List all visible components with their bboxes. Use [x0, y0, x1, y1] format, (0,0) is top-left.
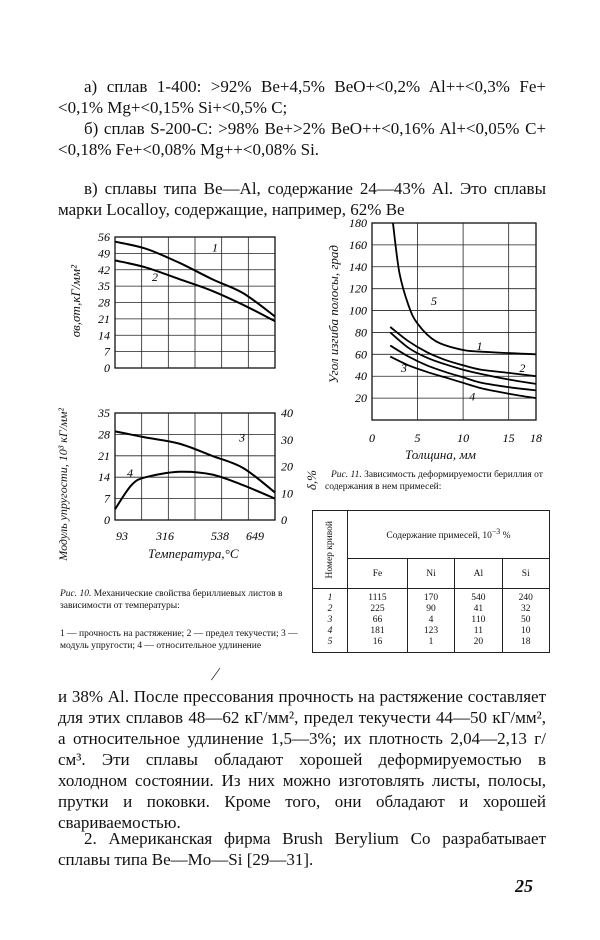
x-tick-label: 93 [116, 529, 128, 543]
table-header-exp: −3 [491, 527, 501, 537]
table-cell: 32 [521, 604, 531, 614]
table-cell: 16 [372, 637, 383, 647]
y-tick-label: 7 [104, 491, 110, 506]
y2-tick-label: 40 [281, 406, 293, 420]
y-tick-label: 100 [349, 303, 367, 318]
y2-tick-label: 0 [281, 513, 287, 527]
fig10-top-ylabel: σв,σт,кГ/мм² [68, 265, 83, 338]
y-tick-label: 49 [98, 246, 110, 261]
y-tick-label: 20 [355, 391, 367, 406]
table-cell: 4 [327, 626, 333, 636]
fig10-legend: 1 — прочность на растяжение; 2 — предел текучести; 3 — модуль упругости; 4 — относительное удлинение [60, 629, 298, 651]
y-tick-label: 35 [98, 406, 110, 420]
y-tick-label: 7 [104, 344, 110, 359]
table-header-curve: Номер кривой [313, 511, 348, 589]
series-1-label: 1 [476, 338, 483, 353]
paragraph-a: а) сплав 1-400: >92% Be+4,5% BeO+<0,2% Al++<0,3% Fe+<0,1% Mg+<0,15% Si+<0,5% C; [58, 77, 546, 117]
x-tick-label: 10 [457, 431, 470, 445]
table-cell: 170 [423, 593, 439, 603]
table-cell: 11 [473, 626, 483, 636]
table-cell: 225 [370, 604, 385, 614]
table-cell: 5 [327, 637, 333, 647]
y-tick-label: 35 [98, 279, 110, 294]
y-tick-label: 21 [98, 311, 110, 326]
y-tick-label: 21 [98, 448, 110, 463]
x-tick-label: 18 [530, 431, 542, 445]
fig10-bottom-ylabel: Модуль упругости, 10³ кГ/мм² [56, 408, 70, 561]
table-col-ni: Ni [407, 559, 454, 589]
y-tick-label: 120 [349, 281, 367, 296]
fig10-top-chart [60, 225, 310, 385]
fig11-ylabel: Угол изгиба полосы, град [326, 245, 341, 384]
fig11-caption-body: Зависимость деформируемости бериллия от содержания в нем примесей: [325, 470, 543, 492]
fig11-chart [320, 215, 550, 465]
y-tick-label: 56 [98, 230, 110, 244]
table-cell: 18 [521, 637, 531, 647]
series-5-label: 5 [430, 294, 437, 309]
page-number: 25 [515, 876, 533, 896]
table-cell: 41 [473, 604, 484, 614]
table-cell: 20 [473, 637, 484, 647]
table-cell: 240 [518, 593, 533, 603]
y-tick-label: 14 [98, 328, 110, 343]
table-cell: 1 [428, 637, 434, 647]
table-cell: 50 [521, 615, 531, 625]
fig11-caption [325, 470, 547, 493]
series-1-label: 1 [212, 240, 218, 255]
table-col-al: Al [455, 559, 502, 589]
x-tick-label: 538 [211, 529, 229, 543]
fig10-caption-title: Рис. 10. [60, 589, 92, 599]
paragraph-d: и 38% Al. После прессования прочность на растяжение составляет для этих сплавов 48—62 кГ/мм², предел текучести 44—50 кГ/мм², а относительное удлинение 1,5—3%; их плотность 2,04—2,13 г/см³. Эти сплавы обладают хорошей деформируемостью в холодном состоянии. Из них можно изготовлять листы, полосы, прутки и поковки. Кроме того, они обладают и хорошей свариваемостью. [58, 687, 546, 832]
y-tick-label: 28 [98, 295, 110, 310]
y-tick-label: 40 [355, 369, 367, 384]
table-col-values-al [455, 589, 502, 653]
table-col-si: Si [502, 559, 549, 589]
paragraph-e: 2. Американская фирма Brush Berylium Co разрабатывает сплавы типа Be—Mo—Si [29—31]. [58, 829, 546, 869]
y-tick-label: 80 [355, 325, 367, 340]
y-tick-label: 140 [349, 259, 367, 274]
table-cell: 540 [471, 593, 486, 603]
table-column-headers [313, 559, 550, 589]
y-tick-label: 42 [98, 262, 110, 277]
y-tick-label: 0 [104, 513, 110, 527]
table-col-values-ni [407, 589, 454, 653]
paragraph-c: в) сплавы типа Be—Al, содержание 24—43% Al. Это сплавы марки Localloy, содержащие, например, 62% Be [58, 179, 546, 219]
table-col-curve [313, 589, 348, 653]
series-2-label: 2 [519, 360, 526, 375]
y-tick-label: 14 [98, 470, 110, 485]
table-cell: 4 [428, 615, 434, 625]
table-cell: 3 [327, 615, 333, 625]
y-tick-label: 28 [98, 427, 110, 442]
x-tick-label: 5 [414, 431, 421, 445]
table-col-values-si [502, 589, 549, 653]
paragraph-b: б) сплав S-200-C: >98% Be+>2% BeO++<0,16% Al+<0,05% C+<0,18% Fe+<0,08% Mg++<0,08% Si. [58, 119, 546, 159]
fig10-xlabel: Температура,°С [148, 546, 239, 561]
fig11-xlabel: Толщина, мм [405, 447, 476, 462]
table-body [313, 589, 550, 653]
stray-mark: / [209, 664, 222, 684]
series-4-label: 4 [127, 466, 133, 481]
table-col-values-fe [348, 589, 408, 653]
series-3-label: 3 [239, 430, 245, 445]
table-cell: 110 [471, 615, 486, 625]
table-cell: 90 [426, 604, 436, 614]
table-cell: 181 [370, 626, 385, 636]
table-cell: 1115 [368, 593, 387, 603]
x-tick-label: 15 [502, 431, 515, 445]
table-cell: 1 [327, 593, 333, 603]
table-cell: 2 [327, 604, 333, 614]
x-tick-label: 316 [156, 529, 174, 543]
y-tick-label: 0 [104, 361, 110, 375]
y-tick-label: 180 [349, 216, 367, 230]
series-3-label: 3 [400, 360, 407, 375]
table-cell: 66 [372, 615, 383, 625]
table-cell: 123 [423, 626, 439, 636]
fig10-right-ylabel: δ,% [304, 470, 319, 491]
impurity-table [312, 510, 550, 653]
table-header-group: Содержание примесей, $10^{-3}$ % [348, 511, 550, 559]
y2-tick-label: 10 [281, 486, 293, 501]
y2-tick-label: 20 [281, 459, 293, 474]
y-tick-label: 60 [355, 347, 367, 362]
fig10-caption-body: Механические свойства бериллиевых листов в зависимости от температуры: [60, 589, 283, 611]
x-tick-label: 0 [369, 431, 375, 445]
x-tick-label: 649 [246, 529, 264, 543]
fig11-caption-title: Рис. 11. [331, 470, 362, 480]
y2-tick-label: 30 [281, 432, 293, 447]
y-tick-label: 160 [349, 237, 367, 252]
table-cell: 10 [521, 626, 531, 636]
series-4-label: 4 [469, 389, 476, 404]
series-2-label: 2 [152, 270, 158, 285]
fig10-caption [60, 589, 305, 612]
table-col-fe: Fe [348, 559, 408, 589]
